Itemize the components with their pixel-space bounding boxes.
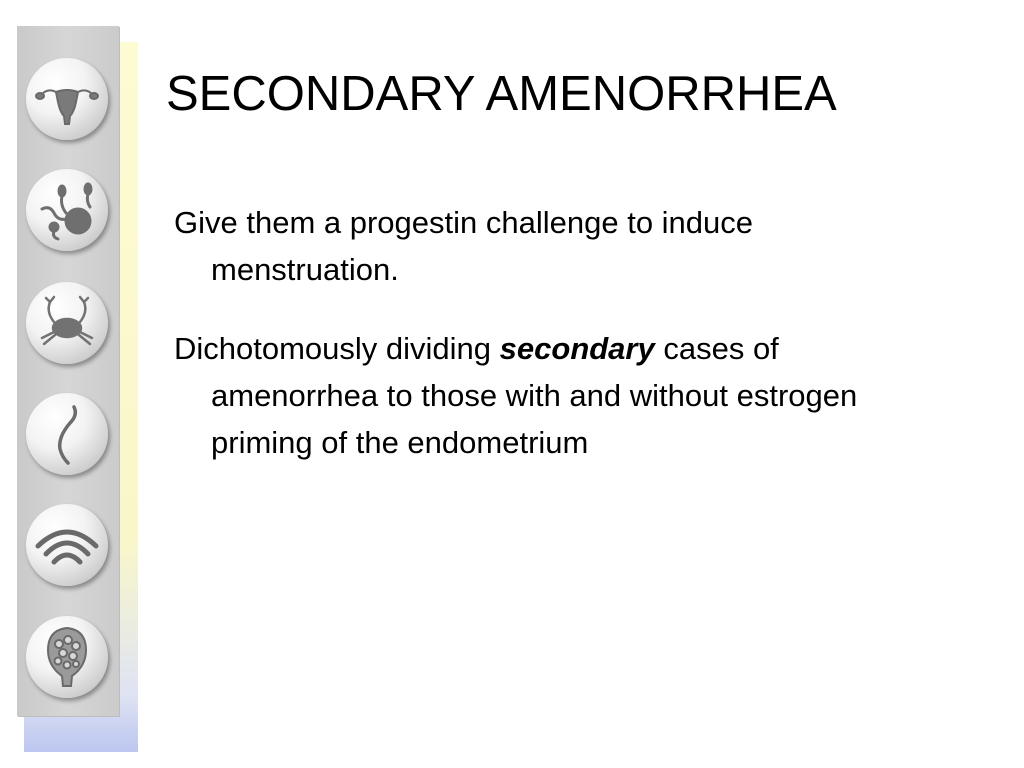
sperm-egg-icon: [26, 169, 108, 251]
crab-icon: [26, 282, 108, 364]
bullet-text: Give them a progestin challenge to induce menstruation.: [174, 205, 754, 287]
uterus-icon: [26, 58, 108, 140]
bullet-progestin-challenge: [174, 199, 944, 293]
slide-title: SECONDARY AMENORRHEA: [166, 67, 837, 121]
icon-sidebar: [17, 26, 119, 716]
curve-icon: [26, 393, 108, 475]
signal-waves-icon: [26, 504, 108, 586]
bullet-list: [174, 199, 944, 466]
bullet-text-after: cases of amenorrhea to those with and without estrogen priming of the endometrium: [211, 331, 858, 460]
emphasized-word: secondary: [499, 331, 655, 366]
bullet-text-before: Dichotomously dividing: [174, 331, 500, 366]
bullet-dichotomous-division: [174, 325, 944, 466]
cell-bulb-icon: [26, 616, 108, 698]
